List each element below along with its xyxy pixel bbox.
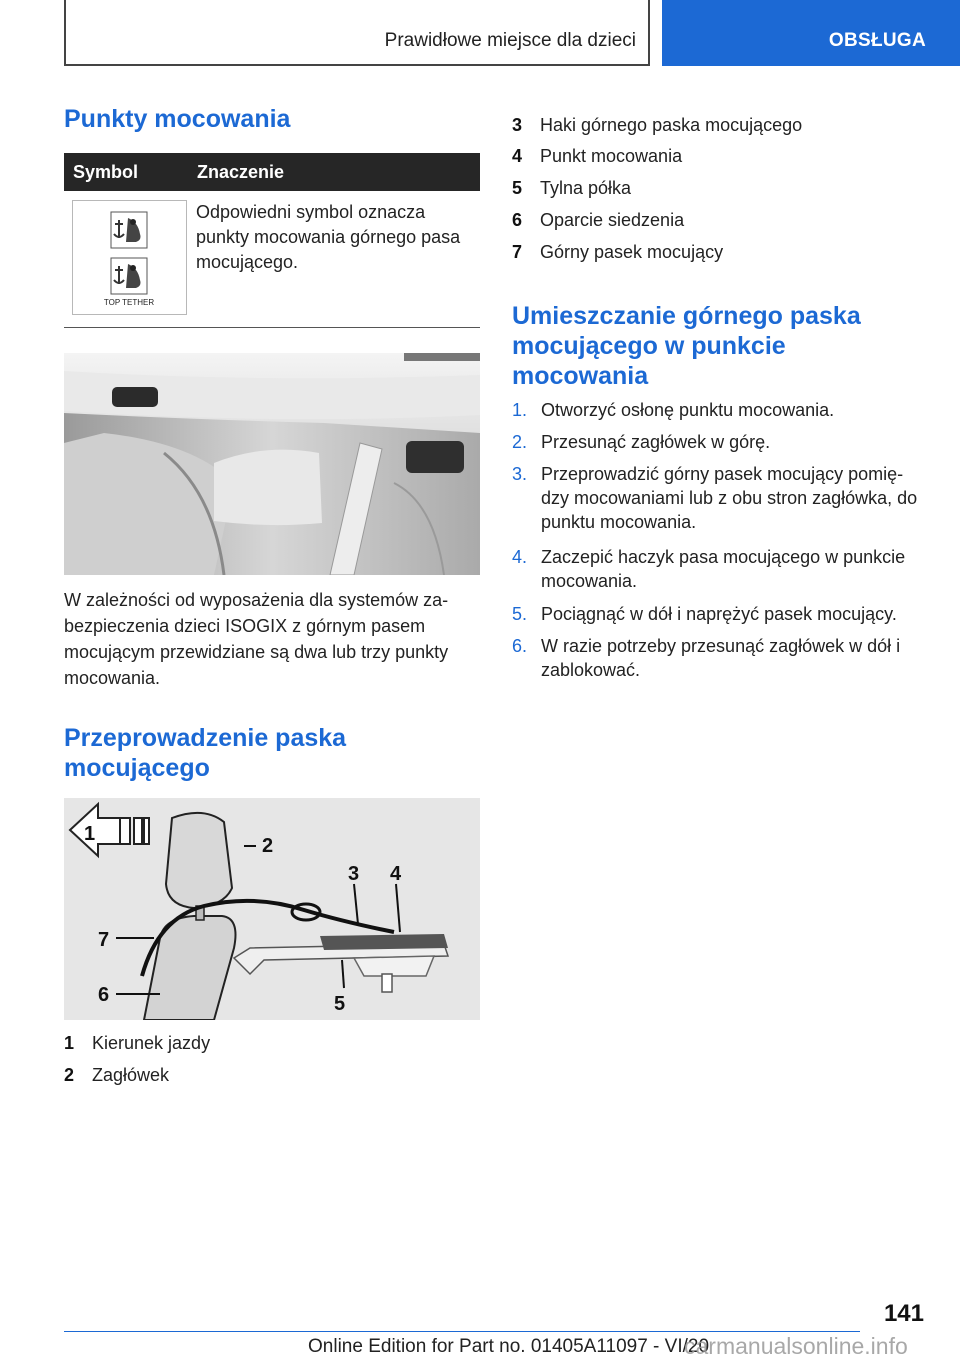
column-header-symbol: Symbol: [73, 162, 139, 182]
table-bottom-rule: [64, 327, 480, 328]
column-header-meaning: Znaczenie: [197, 162, 285, 182]
diagram-label-7: 7: [98, 929, 110, 951]
legend-item: [512, 113, 928, 137]
step-text: Pociągnąć w dół i naprężyć pasek mocujący.: [541, 604, 897, 624]
child-seat-anchor-icon: [73, 201, 186, 314]
legend-text: Zagłówek: [92, 1065, 170, 1085]
legend-text: Górny pasek mocujący: [540, 242, 724, 262]
footer-rule: [64, 1331, 860, 1332]
rear-shelf-photo: [64, 353, 480, 575]
diagram-label-6: 6: [98, 984, 110, 1006]
step-text: Zaczepić haczyk pasa mocującego w punkcie mocowania.: [541, 547, 906, 591]
section-tab-label: OBSŁUGA: [828, 30, 926, 51]
diagram-label-2: 2: [262, 835, 274, 857]
legend-item: [64, 1063, 480, 1087]
diagram-label-5: 5: [334, 993, 346, 1015]
page-number: 141: [883, 1300, 924, 1327]
legend-item: [512, 208, 928, 232]
instruction-step: [512, 430, 932, 454]
step-text: Przesunąć zagłówek w górę.: [541, 432, 771, 452]
legend-number: 6: [512, 210, 523, 230]
routing-heading-line1: Przeprowadzenie paska: [64, 724, 347, 752]
section-heading-anchor-points: Punkty mocowania: [64, 105, 291, 133]
placement-heading-line3: mocowania: [512, 362, 649, 390]
step-text: W razie potrzeby przesunąć zagłówek w dół i zablokować.: [541, 636, 901, 680]
routing-heading-line2: mocującego: [64, 754, 210, 782]
legend-number: 3: [512, 115, 523, 135]
legend-item: [64, 1031, 480, 1055]
step-number: 1.: [512, 400, 528, 420]
step-number: 4.: [512, 547, 528, 567]
legend-text: Punkt mocowania: [540, 146, 683, 166]
header-divider-left: [64, 0, 66, 66]
legend-item: [512, 144, 928, 168]
legend-number: 1: [64, 1033, 75, 1053]
step-number: 2.: [512, 432, 528, 452]
table-header: [64, 153, 480, 191]
symbol-meaning: Odpowiedni symbol oznacza punkty mocowania górnego pasa mocującego.: [196, 202, 461, 272]
placement-heading-line2: mocującego w punkcie: [512, 332, 786, 360]
watermark: carmanualsonline.info: [684, 1333, 908, 1359]
step-text: Przeprowadzić górny pasek mocujący pomię- dzy mocowaniami lub z obu stron zagłówka, do punktu mocowania.: [541, 464, 918, 532]
instruction-step: [512, 398, 932, 422]
instruction-step: [512, 545, 932, 593]
diagram-label-1: 1: [84, 823, 96, 845]
diagram-label-4: 4: [390, 863, 402, 885]
header-divider-right: [648, 0, 650, 66]
step-number: 3.: [512, 464, 528, 484]
legend-text: Kierunek jazdy: [92, 1033, 211, 1053]
diagram-label-3: 3: [348, 863, 360, 885]
placement-heading-line1: Umieszczanie górnego paska: [512, 302, 861, 330]
section-tab[interactable]: [662, 0, 960, 66]
legend-number: 4: [512, 146, 523, 166]
anchor-points-description: W zależności od wyposażenia dla systemów za- bezpieczenia dzieci ISOGIX z górnym pasem mocującym przewidziane są dwa lub trzy punkty mocowania.: [64, 590, 449, 688]
section-heading-placement: [512, 301, 932, 391]
instruction-step: [512, 634, 922, 682]
chapter-title: Prawidłowe miejsce dla dzieci: [384, 30, 636, 51]
step-text: Otworzyć osłonę punktu mocowania.: [541, 400, 835, 420]
instruction-step: [512, 602, 932, 626]
step-number: 5.: [512, 604, 528, 624]
legend-item: [512, 176, 928, 200]
symbol-caption: TOP TETHER: [103, 298, 155, 307]
legend-text: Haki górnego paska mocującego: [540, 115, 803, 135]
header-divider-bottom: [64, 64, 650, 66]
instruction-step: [512, 462, 928, 534]
step-number: 6.: [512, 636, 528, 656]
legend-number: 7: [512, 242, 523, 262]
section-heading-routing: [64, 723, 346, 783]
legend-number: 2: [64, 1065, 75, 1085]
symbol-cell: [72, 200, 187, 315]
tether-routing-diagram: [64, 798, 480, 1020]
edition-note: Online Edition for Part no. 01405A11097 - VI/20: [308, 1336, 710, 1357]
legend-item: [512, 240, 928, 264]
legend-number: 5: [512, 178, 523, 198]
legend-text: Tylna półka: [540, 178, 632, 198]
legend-text: Oparcie siedzenia: [540, 210, 685, 230]
